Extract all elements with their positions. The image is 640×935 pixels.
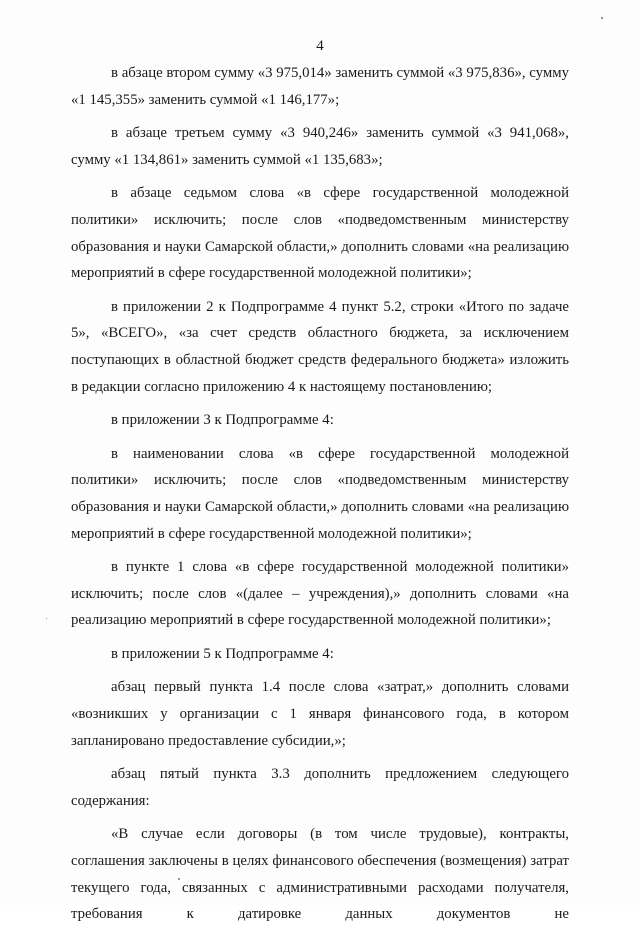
page-number: 4 — [316, 38, 324, 54]
paragraph-10: абзац пятый пункта 3.3 дополнить предложением следующего содержания: — [71, 766, 569, 809]
scan-speck — [601, 17, 603, 19]
paragraph-5: в приложении 3 к Подпрограмме 4: — [111, 412, 334, 429]
scan-speck — [178, 878, 180, 880]
paragraph-7: в пункте 1 слова «в сфере государственной молодежной политики» исключить; после слов «(далее – учреждения),» дополнить словами «на реализацию мероприятий в сфере государственной молодежной политики»; — [71, 559, 569, 629]
paragraph-9: абзац первый пункта 1.4 после слова «затрат,» дополнить словами «возникших у организации с 1 января финансового года, в котором запланировано предоставление субсидии,»; — [71, 679, 569, 749]
paragraph-4: в приложении 2 к Подпрограмме 4 пункт 5.2, строки «Итого по задаче 5», «ВСЕГО», «за счет средств областного бюджета, за исключением поступающих в областной бюджет средств федерального бюджета» изложить в редакции согласно приложению 4 к настоящему постановлению; — [71, 298, 569, 395]
paragraph-2: в абзаце третьем сумму «3 940,246» заменить суммой «3 941,068», сумму «1 134,861» заменить суммой «1 135,683»; — [71, 125, 569, 168]
paragraph-3: в абзаце седьмом слова «в сфере государственной молодежной политики» исключить; после слов «подведомственным министерству образования и науки Самарской области,» дополнить словами «на реализацию мероприятий в сфере государственной молодежной политики»; — [71, 185, 569, 282]
scan-speck — [46, 618, 47, 619]
document-body — [71, 60, 569, 935]
paragraph-1: в абзаце втором сумму «3 975,014» заменить суммой «3 975,836», сумму «1 145,355» заменить суммой «1 146,177»; — [71, 65, 569, 108]
paragraph-11: «В случае если договоры (в том числе трудовые), контракты, соглашения заключены в целях финансового обеспечения (возмещения) затрат текущего года, связанных с административными расходами получателя, требования к датировке данных документов не — [71, 826, 569, 923]
paragraph-6: в наименовании слова «в сфере государственной молодежной политики» исключить; после слов «подведомственным министерству образования и науки Самарской области,» дополнить словами «на реализацию мероприятий в сфере государственной молодежной политики»; — [71, 445, 569, 542]
paragraph-8: в приложении 5 к Подпрограмме 4: — [111, 645, 334, 662]
